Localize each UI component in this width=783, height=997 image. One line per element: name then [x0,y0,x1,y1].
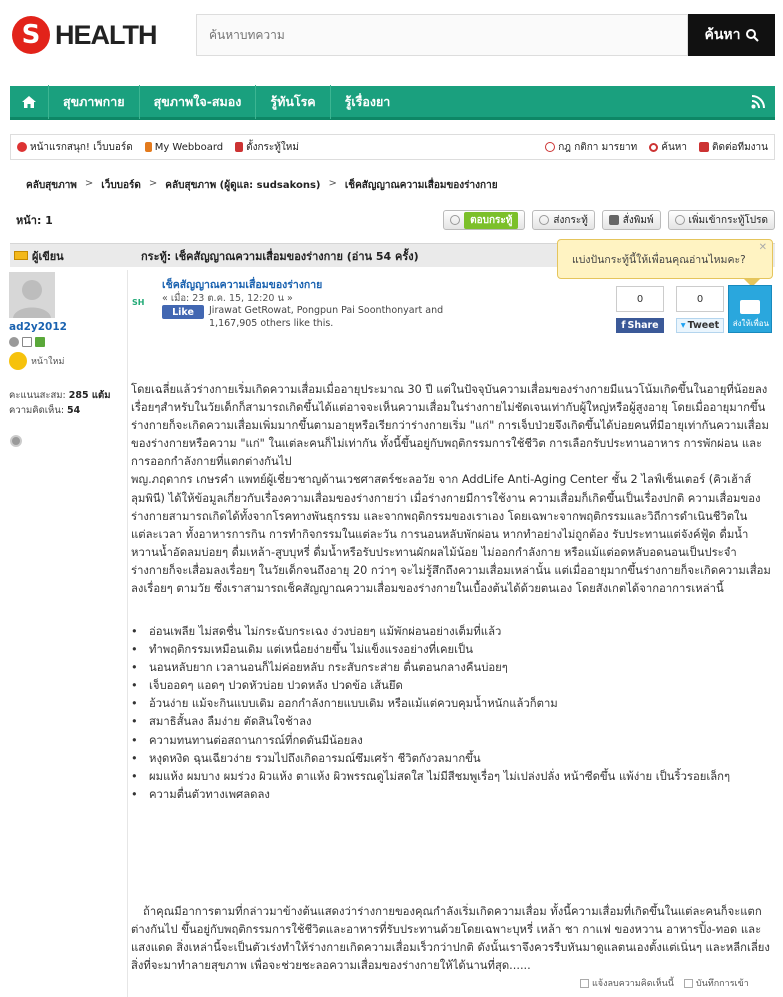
nav-item-diseases[interactable]: รู้ทันโรค [255,85,329,119]
stat-comments-value: 54 [67,405,81,416]
toolbar-my-webboard[interactable] [139,142,229,153]
send-icon [539,215,549,225]
list-item: • อ้วนง่าย แม้จะกินแบบเดิม ออกกำลังกายแบบเดิม หรือแม้แต่ควบคุมน้ำหนักแล้วก็ตาม [131,695,772,713]
favorite-label: เพิ่มเข้ากระทู้โปรด [688,214,768,226]
print-button[interactable] [602,210,661,230]
author-stats [9,388,110,418]
author-column-label: ผู้เขียน [32,249,64,263]
tweet-label: Tweet [687,320,720,331]
toolbar-board-home-label: หน้าแรกสนุก! เว็บบอร์ด [30,141,133,153]
stat-points-label: คะแนนสะสม: [9,390,66,401]
topic-header: กระทู้: เช็คสัญญาณความเสื่อมของร่างกาย (อ่าน 54 ครั้ง) [141,249,419,263]
toolbar-contact[interactable] [693,140,774,155]
list-item: • เจ็บออดๆ แอดๆ ปวดหัวบ่อย ปวดหลัง ปวดข้อ เส้นยึด [131,677,772,695]
sanook-icon [17,142,27,152]
post-footer [580,976,749,990]
stat-points-value: 285 แต้ม [68,390,111,401]
list-item: • อ่อนเพลีย ไม่สดชื่น ไม่กระฉับกระเฉง ง่วงบ่อยๆ แม้พักผ่อนอย่างเต็มที่แล้ว [131,623,772,641]
print-label: สั่งพิมพ์ [622,214,654,226]
facebook-like-text: Jirawat GetRowat, Pongpun Pai Soonthonyart and 1,167,905 others like this. [209,305,444,329]
facebook-like-label: Like [172,306,194,318]
toolbar-rules[interactable] [539,140,643,155]
avatar[interactable] [9,272,55,318]
printer-icon [609,215,619,225]
toolbar-contact-label: ติดต่อทีมงาน [711,141,768,153]
tweet-count: 0 [676,286,724,312]
toolbar-new-topic[interactable] [229,140,305,155]
log-icon [684,979,693,988]
reply-icon [450,215,460,225]
email-icon[interactable] [22,337,32,347]
favorite-button[interactable] [668,210,775,230]
author-mood-label: หน้าใหม่ [31,357,65,367]
user-status-icon [10,435,22,447]
post-paragraph: โดยเฉลี่ยแล้วร่างกายเริ่มเกิดความเสื่อมเมื่ออายุประมาณ 30 ปี แต่ในปัจจุบันความเสื่อมของร่างกายมีแนวโน้มเกิดขึ้นในอายุที่น้อยลงเรื่อยๆสำหรับในวัยเด็กก็สามารถเกิดขึ้นได้แต่อาจจะเห็นความเสื่อมในร่างกายไม่ชัดเจนเท่ากับผู้ใหญ่หรือผู้สูงอายุ โดยเมื่ออายุมากขึ้นร่างกายก็จะเกิดความเสื่อมเพิ่มมากขึ้นตามอายุหรือเรียกว่าร่างกายเริ่ม "แก่" การเจ็บป่วยจึงเกิดขึ้นได้บ่อยคนที่มีอายุเท่ากันความเสื่อมของร่างกายหรือความ "แก่" ในแต่ละคนก็ไม่เท่ากัน ทั้งนี้ขึ้นอยู่กับพฤติกรรมการใช้ชีวิต การเลือกรับประทานอาหาร การพักผ่อน และการออกกำลังกายที่แตกต่างกันไป [131,383,769,469]
breadcrumb-current: เช็คสัญญาณความเสื่อมของร่างกาย [344,180,498,191]
list-item: • สมาธิสั้นลง ลืมง่าย ตัดสินใจช้าลง [131,713,772,731]
post-mini-icon: SH [132,298,145,307]
close-icon[interactable]: ✕ [758,242,767,253]
share-tooltip-text: แบ่งปันกระทู้นี้ให้เพื่อนคุณอ่านไหมคะ? [572,253,746,266]
toolbar-my-webboard-label: My Webboard [154,141,224,153]
nav-item-medicine[interactable]: รู้เรื่องยา [330,85,405,119]
facebook-like-button[interactable] [162,305,204,319]
nav-item-mind-health[interactable]: สุขภาพใจ-สมอง [139,85,256,119]
pencil-icon [235,142,243,152]
profile-icon[interactable] [9,337,19,347]
send-to-friend-button[interactable] [728,285,772,333]
breadcrumb-webboard[interactable]: เว็บบอร์ด [101,180,141,191]
stat-comments-label: ความคิดเห็น: [9,405,65,416]
mail-icon [699,142,709,152]
toolbar-search[interactable] [643,140,693,155]
post-body [131,381,772,598]
envelope-icon [740,300,760,314]
log-label: บันทึกการเข้า [695,979,749,989]
log-link[interactable] [684,976,749,990]
site-logo[interactable] [12,14,172,56]
list-item: • ผมแห้ง ผมบาง ผมร่วง ผิวแห้ง ตาแห้ง ผิวพรรณดูไม่สดใส ไม่มีสีชมพูเรื่อๆ ไม่เปล่งปลั่ง หน้าซีดขึ้น แพ้ง่าย เป็นริ้วรอยเล็กๆ [131,768,772,786]
search-button[interactable] [688,14,775,56]
logo-text: HEALTH [55,19,157,50]
tweet-button[interactable] [676,318,724,333]
list-item: • นอนหลับยาก เวลานอนก็ไม่ค่อยหลับ กระสับกระส่าย ตื่นตอนกลางคืนบ่อยๆ [131,659,772,677]
breadcrumb-board[interactable]: คลับสุขภาพ (ผู้ดูแล: sudsakons) [165,180,321,191]
share-label: Share [627,320,659,331]
list-item: • ทำพฤติกรรมเหมือนเดิม แต่เหนื่อยง่ายขึ้น ไม่แข็งแรงอย่างที่เคยเป็น [131,641,772,659]
smiley-icon [9,352,27,370]
search-icon [746,29,759,42]
author-name[interactable]: ad2y2012 [9,321,67,333]
send-topic-button[interactable] [532,210,594,230]
main-nav [10,86,775,120]
author-mood [9,352,64,370]
facebook-share-button[interactable] [616,318,664,333]
author-icon [14,251,28,260]
toolbar-rules-label: กฎ กติกา มารยาท [558,141,638,153]
symptom-list [131,623,772,804]
send-to-friend-label: ส่งให้เพื่อน [732,319,769,328]
reply-button[interactable] [443,210,525,230]
report-label: แจ้งลบความคิดเห็นนี้ [592,979,674,989]
rules-icon [545,142,555,152]
add-friend-icon[interactable] [35,337,45,347]
twitter-icon: ▾ [680,320,686,331]
rss-icon[interactable] [741,95,775,109]
reply-button-label: ตอบกระทู้ [464,212,518,229]
magnifier-icon [649,143,658,152]
breadcrumb-separator: > [84,178,94,189]
toolbar-search-label: ค้นหา [661,141,687,153]
breadcrumb-separator: > [148,178,158,189]
webboard-toolbar [10,134,775,160]
post-title[interactable]: เช็คสัญญาณความเสื่อมของร่างกาย [162,279,323,291]
post-closing-paragraph: ถ้าคุณมีอาการตามที่กล่าวมาข้างต้นแสดงว่าร่างกายของคุณกำลังเริ่มเกิดความเสื่อม ทั้งนี้ความเสื่อมที่เกิดขึ้นในแต่ละคนก็จะแตกต่างกันไป ขึ้นอยู่กับพฤติกรรมการใช้ชีวิตและอาหารที่รับประทานด้วยโดยเฉพาะบุหรี่ เหล้า ชา กาแฟ ของหวาน อาหารปิ้ง-ทอด และแสงแดด สิ่งเหล่านี้จะเป็นตัวเร่งทำให้ร่างกายเกิดความเสื่อมเร็วกว่าปกติ ดังนั้นเราจึงควรรีบหันมาดูแลตนเองตั้งแต่เนิ่นๆ และหลีกเลี่ยงสิ่งที่จะมาทำลายสุขภาพ เพื่อจะช่วยชะลอความเสื่อมของร่างกายให้ได้นานที่สุด...... [131,905,770,973]
list-item: • ความทนทานต่อสถานการณ์ที่กดดันมีน้อยลง [131,732,772,750]
topic-actions [443,210,775,230]
report-icon [580,979,589,988]
list-item: • ความตื่นตัวทางเพศลดลง [131,786,772,804]
nav-item-body-health[interactable]: สุขภาพกาย [48,85,139,119]
list-item: • หงุดหงิด ฉุนเฉียวง่าย รวมไปถึงเกิดอารมณ์ซึมเศร้า ชีวิตกังวลมากขึ้น [131,750,772,768]
page-indicator: หน้า: 1 [16,214,53,227]
post-date: « เมื่อ: 23 ต.ค. 15, 12:20 น » [162,293,293,304]
author-column-header [10,247,135,265]
report-link[interactable] [580,976,674,990]
column-divider [127,270,128,997]
share-tooltip [557,239,773,279]
breadcrumb-club[interactable]: คลับสุขภาพ [26,180,77,191]
search-button-label: ค้นหา [704,27,741,43]
favorite-icon [675,215,685,225]
author-contact-icons [9,337,45,347]
post-paragraph: พญ.ภฤดากร เกษรคำ แพทย์ผู้เชี่ยวชาญด้านเวชศาสตร์ชะลอวัย จาก AddLife Anti-Aging Center ชั้น 2 ไลฟ์เซ็นเตอร์ (คิวเฮ้าส์ ลุมพินี) ได้ให้ข้อมูลเกี่ยวกับเรื่องความเสื่อมของร่างกายว่า เมื่อร่างกายมีการใช้งาน ความเสื่อมก็เกิดขึ้นเป็นเรื่องปกติ ความเสื่อมของร่างกายสามารถเกิดได้ทั้งจากโรคทางพันธุกรรม และจากพฤติกรรมของเราเอง โดยเฉพาะจากพฤติกรรมและวิถีการดำเนินชีวิตในแต่ละเวลา ทั้งอาหารการกิน การทำกิจกรรมในแต่ละวัน การนอนหลับพักผ่อน หากทำอย่างไม่ถูกต้อง รับประทานแต่จังค์ฟู้ด ดื่มน้ำหวานน้ำอัดลมบ่อยๆ ดื่มเหล้า-สูบบุหรี่ ดื่มน้ำหรือรับประทานผักผลไม้น้อย ไม่ออกกำลังกาย หรือแม้แต่อดหลับอดนอนเป็นประจำ ร่างกายก็จะเสื่อมลงเรื่อยๆ ในวัยเด็กจนถึงอายุ 20 กว่าๆ จะไม่รู้สึกถึงความเสื่อมเหล่านั้น แต่เมื่ออายุมากขึ้นร่างกายก็จะเกิดความเสื่อมลงเรื่อยๆ ตามวัย ซึ่งเราสามารถเช็คสัญญาณความเสื่อมของร่างกายในเบื้องต้นได้ด้วยตนเอง โดยสังเกตได้จากอาการเหล่านี้ [131,473,771,596]
breadcrumb-separator: > [328,178,337,189]
person-icon [145,142,152,152]
home-icon[interactable] [10,95,48,109]
toolbar-board-home[interactable] [11,140,139,155]
search-input[interactable] [196,14,688,56]
send-topic-label: ส่งกระทู้ [553,214,588,226]
logo-badge: S [12,16,50,54]
share-count: 0 [616,286,664,312]
breadcrumb [26,178,498,193]
facebook-icon: f [621,320,626,331]
toolbar-new-topic-label: ตั้งกระทู้ใหม่ [246,141,299,153]
